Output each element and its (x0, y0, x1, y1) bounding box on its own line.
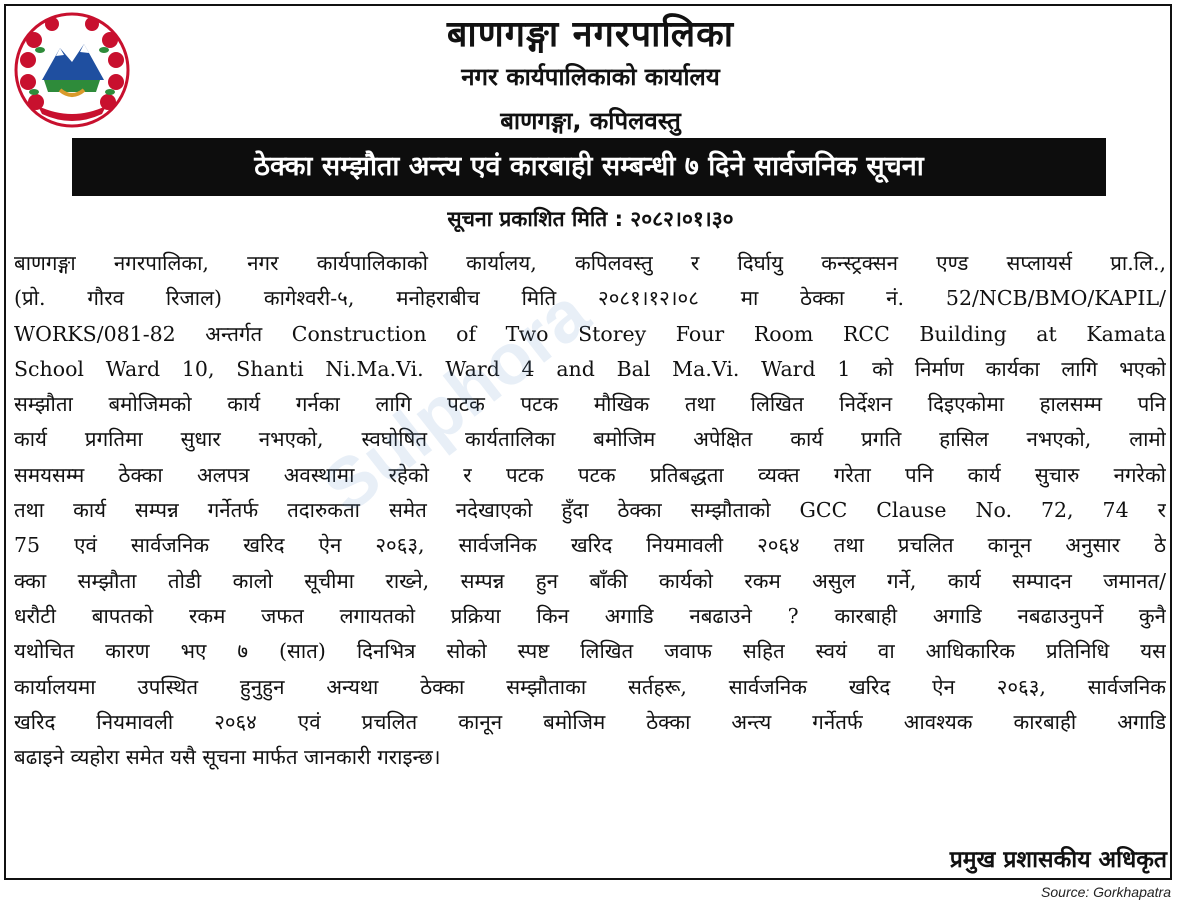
body-line: यथोचित कारण भए ७ (सात) दिनभित्र सोको स्पष्ट लिखित जवाफ सहित स्वयं वा आधिकारिक प्रतिनिधि यस (14, 639, 1166, 664)
body-line: कार्य प्रगतिमा सुधार नभएको, स्वघोषित कार्यतालिका बमोजिम अपेक्षित कार्य प्रगति हासिल नभएको, लामो (14, 427, 1166, 452)
body-line: 75 एवं सार्वजनिक खरिद ऐन २०६३, सार्वजनिक खरिद नियमावली २०६४ तथा प्रचलित कानून अनुसार ठे (14, 533, 1166, 558)
office-title: नगर कार्यपालिकाको कार्यालय (461, 63, 720, 91)
body-line: कार्यालयमा उपस्थित हुनुहुन अन्यथा ठेक्का सम्झौताका सर्तहरू, सार्वजनिक खरिद ऐन २०६३, सार्वजनिक (14, 674, 1166, 699)
body-line: क्का सम्झौता तोडी कालो सूचीमा राख्ने, सम्पन्न हुन बाँकी कार्यको रकम असुल गर्ने, कार्य सम्पादन जमानत/ (14, 568, 1166, 593)
watermark: Sulphora (308, 273, 604, 529)
municipality-title: बाणगङ्गा नगरपालिका (446, 14, 735, 55)
signature-title: प्रमुख प्रशासकीय अधिकृत (949, 847, 1167, 873)
body-line: धरौटी बापतको रकम जफत लगायतको प्रक्रिया किन अगाडि नबढाउने ? कारबाही अगाडि नबढाउनुपर्ने कुनै (14, 603, 1166, 628)
body-line: बढाइने व्यहोरा समेत यसै सूचना मार्फत जानकारी गराइन्छ। (14, 745, 441, 770)
body-line: (प्रो. गौरव रिजाल) कागेश्वरी-५, मनोहराबीच मिति २०८१।१२।०८ मा ठेक्का नं. 52/NCB/BMO/KAPIL/ (14, 286, 1166, 311)
body-line: WORKS/081-82 अन्तर्गत Construction of Two Storey Four Room RCC Building at Kamata (14, 321, 1166, 346)
body-line: समयसम्म ठेक्का अलपत्र अवस्थामा रहेको र पटक पटक प्रतिबद्धता व्यक्त गरेता पनि कार्य सुचारु नगरेको (14, 462, 1166, 487)
body-line: बाणगङ्गा नगरपालिका, नगर कार्यपालिकाको कार्यालय, कपिलवस्तु र दिर्घायु कन्स्ट्रक्सन एण्ड सप्लायर्स प्रा.लि., (14, 251, 1166, 275)
body-line: खरिद नियमावली २०६४ एवं प्रचलित कानून बमोजिम ठेक्का अन्त्य गर्नेतर्फ आवश्यक कारबाही अगाडि (14, 709, 1166, 734)
notice-body (14, 246, 1166, 775)
notice-headline: ठेक्का सम्झौता अन्त्य एवं कारबाही सम्बन्धी ७ दिने सार्वजनिक सूचना (72, 138, 1106, 196)
body-line: तथा कार्य सम्पन्न गर्नेतर्फ तदारुकता समेत नदेखाएको हुँदा ठेक्का सम्झौताको GCC Clause No. 72, 74 र (14, 498, 1166, 523)
body-line: सम्झौता बमोजिमको कार्य गर्नका लागि पटक पटक मौखिक तथा लिखित निर्देशन दिइएकोमा हालसम्म पनि (14, 392, 1166, 417)
publish-date: सूचना प्रकाशित मिति : २०८२।०१।३० (447, 207, 734, 231)
location-title: बाणगङ्गा, कपिलवस्तु (500, 107, 681, 135)
source-credit: Source: Gorkhapatra (1041, 884, 1171, 900)
body-line: School Ward 10, Shanti Ni.Ma.Vi. Ward 4 and Bal Ma.Vi. Ward 1 को निर्माण कार्यका लागि भएको (14, 356, 1166, 381)
